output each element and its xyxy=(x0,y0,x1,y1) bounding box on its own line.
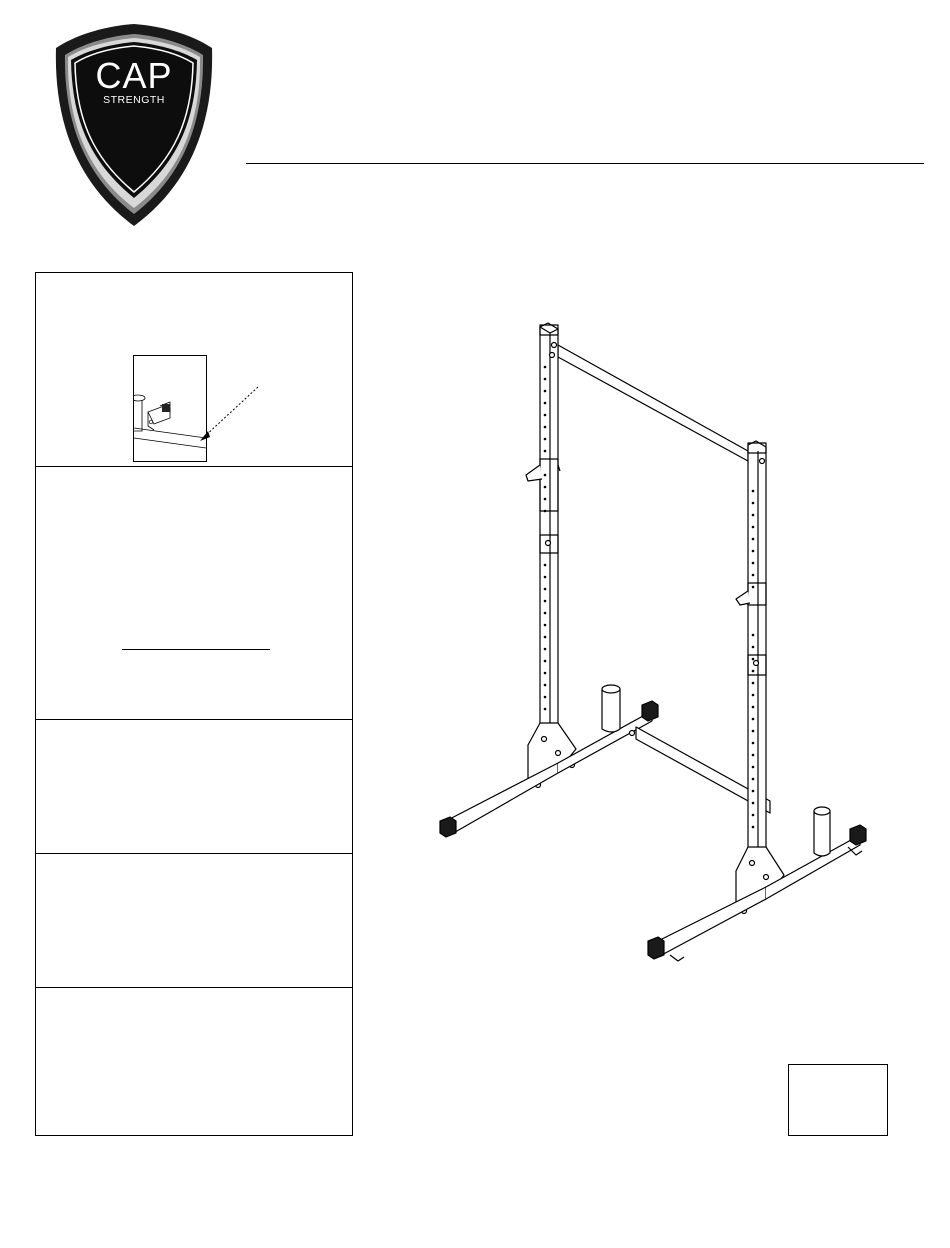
logo-subtitle: STRENGTH xyxy=(103,94,165,106)
info-cell-5 xyxy=(36,988,352,1135)
header-divider xyxy=(246,163,924,164)
logo-wordmark: CAP xyxy=(95,55,173,96)
info-cell-4 xyxy=(36,854,352,988)
info-panel xyxy=(35,272,353,1136)
model-number-box xyxy=(788,1064,888,1136)
leader-arrow xyxy=(196,383,266,445)
info-cell-3 xyxy=(36,720,352,854)
info-cell-1 xyxy=(36,273,352,467)
cap-strength-logo xyxy=(52,22,216,228)
half-rack-illustration xyxy=(430,315,880,975)
info-cell-2 xyxy=(36,467,352,720)
blank-fill-line xyxy=(122,649,270,650)
